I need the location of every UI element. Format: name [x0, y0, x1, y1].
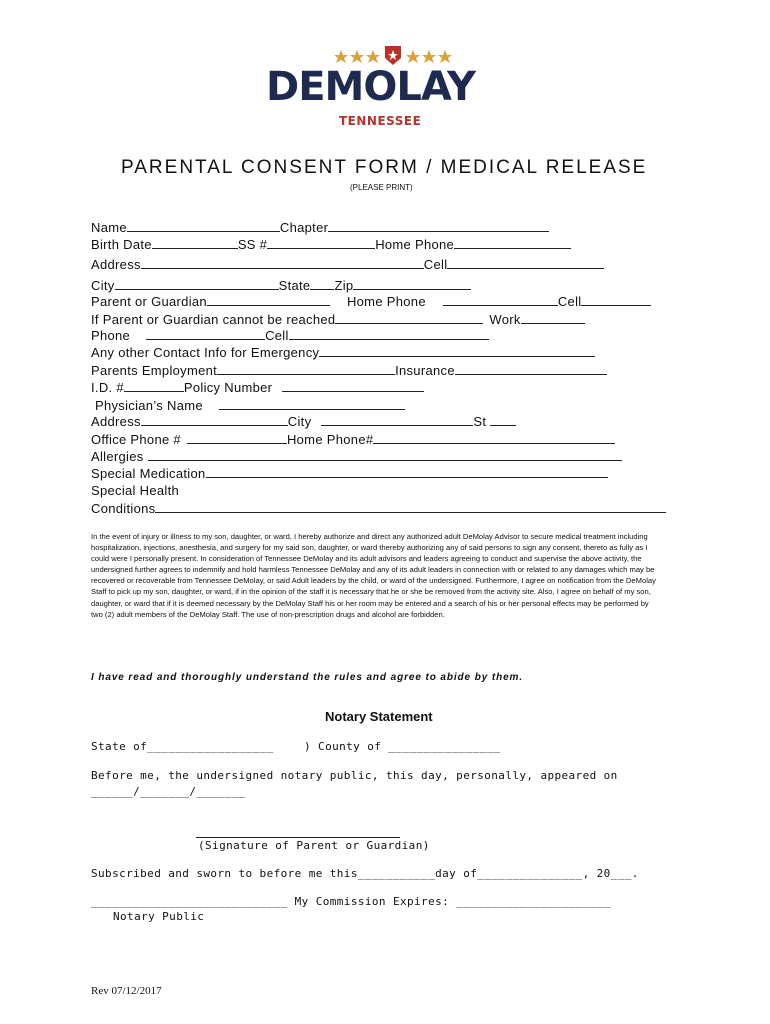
consent-paragraph: In the event of injury or illness to my son, daughter, or ward, I hereby authorize and direct any authorized adult DeMolay Advisor to secure medical treatment including hospitalization, injections, anesthesia, and surgery for my said son, daughter, or ward thereby authorizing any of said persons to sign any consent, thereto as fully as I could were I personally present. In consideration of Tennessee DeMolay and its adult advisors and leaders agreeing to conduct and supervise the above activity, the undersigned further agrees to indemnify and hold harmless Tennessee DeMolay and any of its adult leaders in connection with or related to any damages which may be recovered or recoverable from Tennessee DeMolay, or said Adult leaders by the child, or ward of the undersigned. Furthermore, I agree on notification from the DeMolay Staff to pick up my son, daughter, or ward, if in the opinion of the staff it is necessary that he or she be removed from the activity site. Also, I agree on behalf of my son, daughter, or ward that if it is deemed necessary by the DeMolay Staff his or her room may be entered and a search of his or her personal effects may be performed by two (2) adult members of the DeMolay Staff. The use of non-prescription drugs and alcohol are forbidden.	[91, 532, 656, 619]
revision-date: Rev 07/12/2017	[91, 985, 162, 997]
insurance-field[interactable]	[455, 362, 607, 375]
row-phone	[91, 327, 489, 344]
state-label: State	[278, 278, 311, 293]
cell-label: Cell	[423, 257, 448, 272]
home-phone-field[interactable]	[454, 236, 571, 249]
ss-field[interactable]	[267, 236, 375, 249]
physicians-name-label: Physician’s Name	[95, 398, 203, 413]
name-field[interactable]	[127, 219, 280, 232]
row-other-contact	[91, 344, 595, 361]
physician-address-field[interactable]	[141, 413, 288, 426]
special-medication-field[interactable]	[206, 465, 608, 478]
parent-home-phone-field[interactable]	[443, 293, 558, 306]
state-field[interactable]	[310, 277, 334, 290]
conditions-label: Conditions	[91, 501, 156, 516]
allergies-field[interactable]	[148, 448, 622, 461]
id-field[interactable]	[124, 379, 184, 392]
parent-home-phone-label: Home Phone	[346, 294, 426, 309]
notary-heading: Notary Statement	[325, 709, 433, 724]
page-title: PARENTAL CONSENT FORM / MEDICAL RELEASE	[121, 157, 648, 178]
physician-home-phone-label: Home Phone#	[286, 432, 374, 447]
parent-guardian-field[interactable]	[207, 293, 330, 306]
name-label: Name	[91, 220, 127, 235]
physician-city-field[interactable]	[321, 413, 473, 426]
conditions-field[interactable]	[155, 500, 666, 513]
row-office-phone	[91, 431, 615, 448]
signature-line[interactable]	[196, 837, 400, 838]
phone-field[interactable]	[146, 327, 265, 340]
notary-before-me: Before me, the undersigned notary public, this day, personally, appeared on	[91, 769, 618, 782]
physician-home-phone-field[interactable]	[373, 431, 615, 444]
notary-state-of: State of__________________	[91, 740, 274, 753]
id-label: I.D. #	[91, 380, 124, 395]
notary-subscribed: Subscribed and sworn to before me this___________day of_______________, 20___.	[91, 867, 639, 880]
row-name	[91, 219, 549, 236]
if-parent-label: If Parent or Guardian cannot be reached	[91, 312, 336, 327]
demolay-logo	[262, 44, 512, 134]
row-physician	[95, 397, 405, 414]
city-field[interactable]	[115, 277, 279, 290]
row-special-health	[91, 483, 179, 499]
physician-address-label: Address	[91, 414, 141, 429]
parent-guardian-label: Parent or Guardian	[91, 294, 207, 309]
notary-county-of: ) County of ________________	[304, 740, 501, 753]
logo-wordmark: DEMOLAY	[266, 64, 475, 110]
row-allergies	[91, 448, 622, 465]
phone-cell-label: Cell	[265, 328, 289, 343]
work-label: Work	[489, 312, 521, 327]
physicians-name-field[interactable]	[219, 397, 405, 410]
parents-employment-label: Parents Employment	[91, 363, 218, 378]
home-phone-label: Home Phone	[375, 237, 455, 252]
parent-cell-label: Cell	[557, 294, 582, 309]
physician-st-label: St	[473, 414, 487, 429]
allergies-label: Allergies	[91, 449, 144, 464]
row-special-medication	[91, 465, 608, 482]
phone-label: Phone	[91, 328, 131, 343]
row-address	[91, 256, 604, 273]
row-employment	[91, 362, 607, 379]
agreement-statement: I have read and thoroughly understand the rules and agree to abide by them.	[91, 672, 524, 683]
alternate-contact-field[interactable]	[335, 311, 483, 324]
parent-cell-field[interactable]	[581, 293, 651, 306]
chapter-label: Chapter	[279, 220, 329, 235]
row-if-parent	[91, 311, 585, 328]
physician-city-label: City	[287, 414, 312, 429]
zip-field[interactable]	[353, 277, 471, 290]
address-field[interactable]	[141, 256, 424, 269]
other-contact-label: Any other Contact Info for Emergency	[91, 345, 320, 360]
page-subtitle: (PLEASE PRINT)	[350, 183, 413, 192]
logo-stars-crest-icon	[262, 44, 512, 66]
notary-commission: ____________________________ My Commission Expires: ______________________	[91, 895, 611, 908]
notary-date-blanks: ______/_______/_______	[91, 785, 246, 798]
birth-date-label: Birth Date	[91, 237, 152, 252]
logo-state-text: TENNESSEE	[339, 114, 422, 128]
phone-cell-field[interactable]	[289, 327, 489, 340]
special-medication-label: Special Medication	[91, 466, 206, 481]
row-conditions	[91, 500, 666, 517]
row-birth	[91, 236, 571, 253]
physician-st-field[interactable]	[490, 413, 516, 426]
row-id	[91, 379, 424, 396]
office-phone-label: Office Phone #	[91, 432, 181, 447]
zip-label: Zip	[334, 278, 354, 293]
parents-employment-field[interactable]	[217, 362, 395, 375]
insurance-label: Insurance	[395, 363, 455, 378]
city-label: City	[91, 278, 115, 293]
cell-field[interactable]	[447, 256, 604, 269]
notary-public-label: Notary Public	[113, 910, 205, 923]
row-city	[91, 277, 471, 294]
special-health-label: Special Health	[91, 483, 180, 498]
signature-caption: (Signature of Parent or Guardian)	[198, 839, 430, 852]
other-contact-field[interactable]	[319, 344, 595, 357]
policy-number-label: Policy Number	[183, 380, 273, 395]
address-label: Address	[91, 257, 141, 272]
birth-date-field[interactable]	[152, 236, 238, 249]
office-phone-field[interactable]	[187, 431, 287, 444]
row-parent	[91, 293, 651, 310]
row-physician-address	[91, 413, 516, 430]
work-field[interactable]	[521, 311, 585, 324]
chapter-field[interactable]	[328, 219, 549, 232]
ss-label: SS #	[237, 237, 268, 252]
policy-number-field[interactable]	[282, 379, 424, 392]
